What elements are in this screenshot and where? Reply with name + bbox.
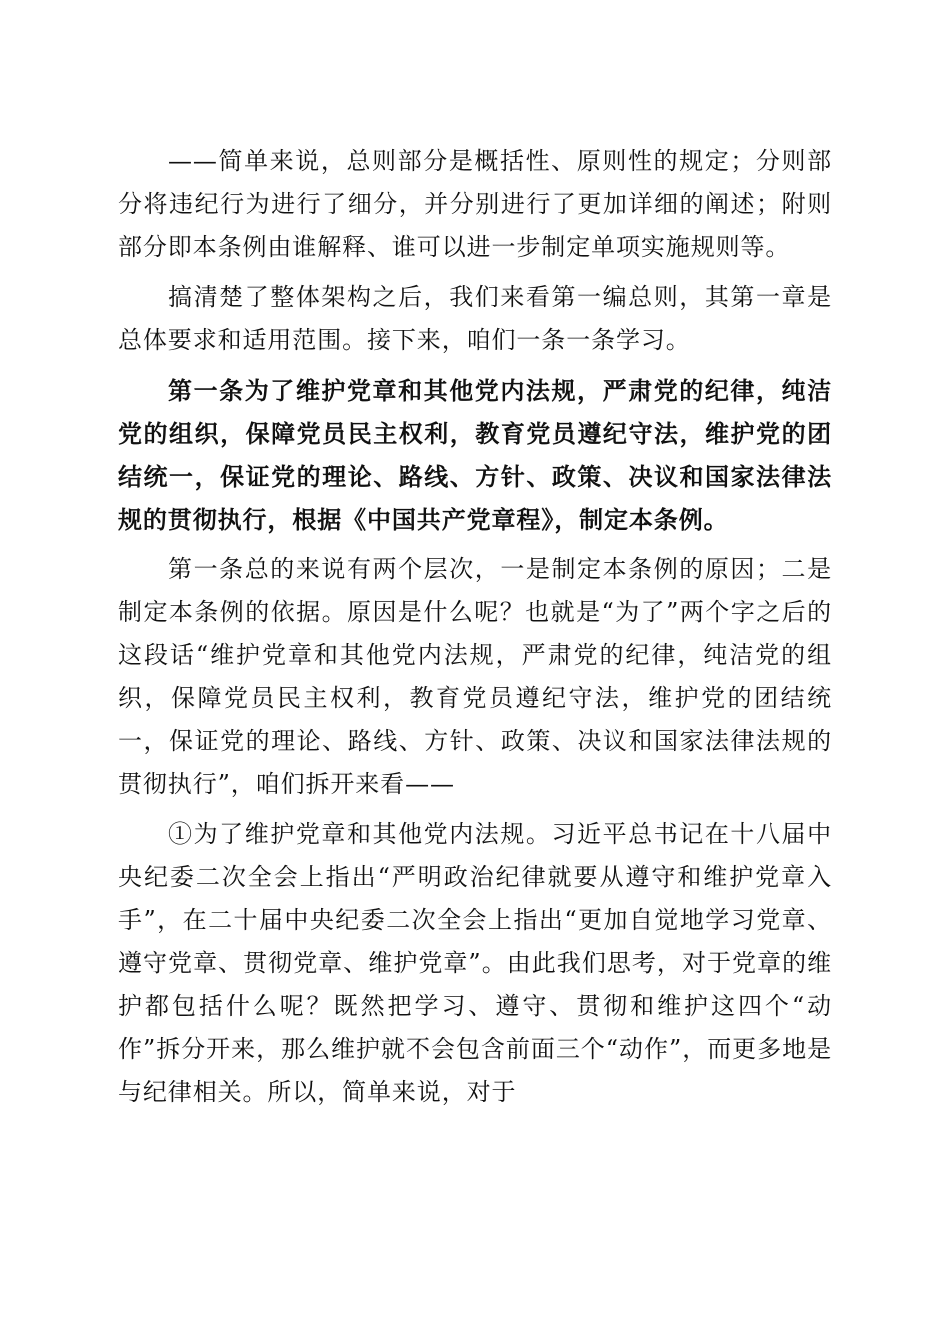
paragraph-point-one: ①为了维护党章和其他党内法规。习近平总书记在十八届中央纪委二次全会上指出“严明政治纪律就要从遵守和维护党章入手”，在二十届中央纪委二次全会上指出“更加自觉地学习党章、遵守党章、贯彻党章、维护党章”。由此我们思考，对于党章的维护都包括什么呢？既然把学习、遵守、贯彻和维护这四个“动作”拆分开来，那么维护就不会包含前面三个“动作”，而更多地是与纪律相关。所以，简单来说，对于	[118, 820, 832, 1106]
paragraph-article-one-analysis: 第一条总的来说有两个层次，一是制定本条例的原因；二是制定本条例的依据。原因是什么呢？也就是“为了”两个字之后的这段话“维护党章和其他党内法规，严肃党的纪律，纯洁党的组织，保障党员民主权利，教育党员遵纪守法，维护党的团结统一，保证党的理论、路线、方针、政策、决议和国家法律法规的贯彻执行”，咱们拆开来看——	[118, 555, 832, 798]
document-page	[118, 140, 832, 1114]
paragraph-article-one: 第一条为了维护党章和其他党内法规，严肃党的纪律，纯洁党的组织，保障党员民主权利，教育党员遵纪守法，维护党的团结统一，保证党的理论、路线、方针、政策、决议和国家法律法规的贯彻执行，根据《中国共产党章程》，制定本条例。	[118, 376, 832, 534]
paragraph-structure-summary: ——简单来说，总则部分是概括性、原则性的规定；分则部分将违纪行为进行了细分，并分别进行了更加详细的阐述；附则部分即本条例由谁解释、谁可以进一步制定单项实施规则等。	[118, 147, 832, 261]
paragraph-general-provisions-intro: 搞清楚了整体架构之后，我们来看第一编总则，其第一章是总体要求和适用范围。接下来，咱们一条一条学习。	[118, 283, 832, 354]
